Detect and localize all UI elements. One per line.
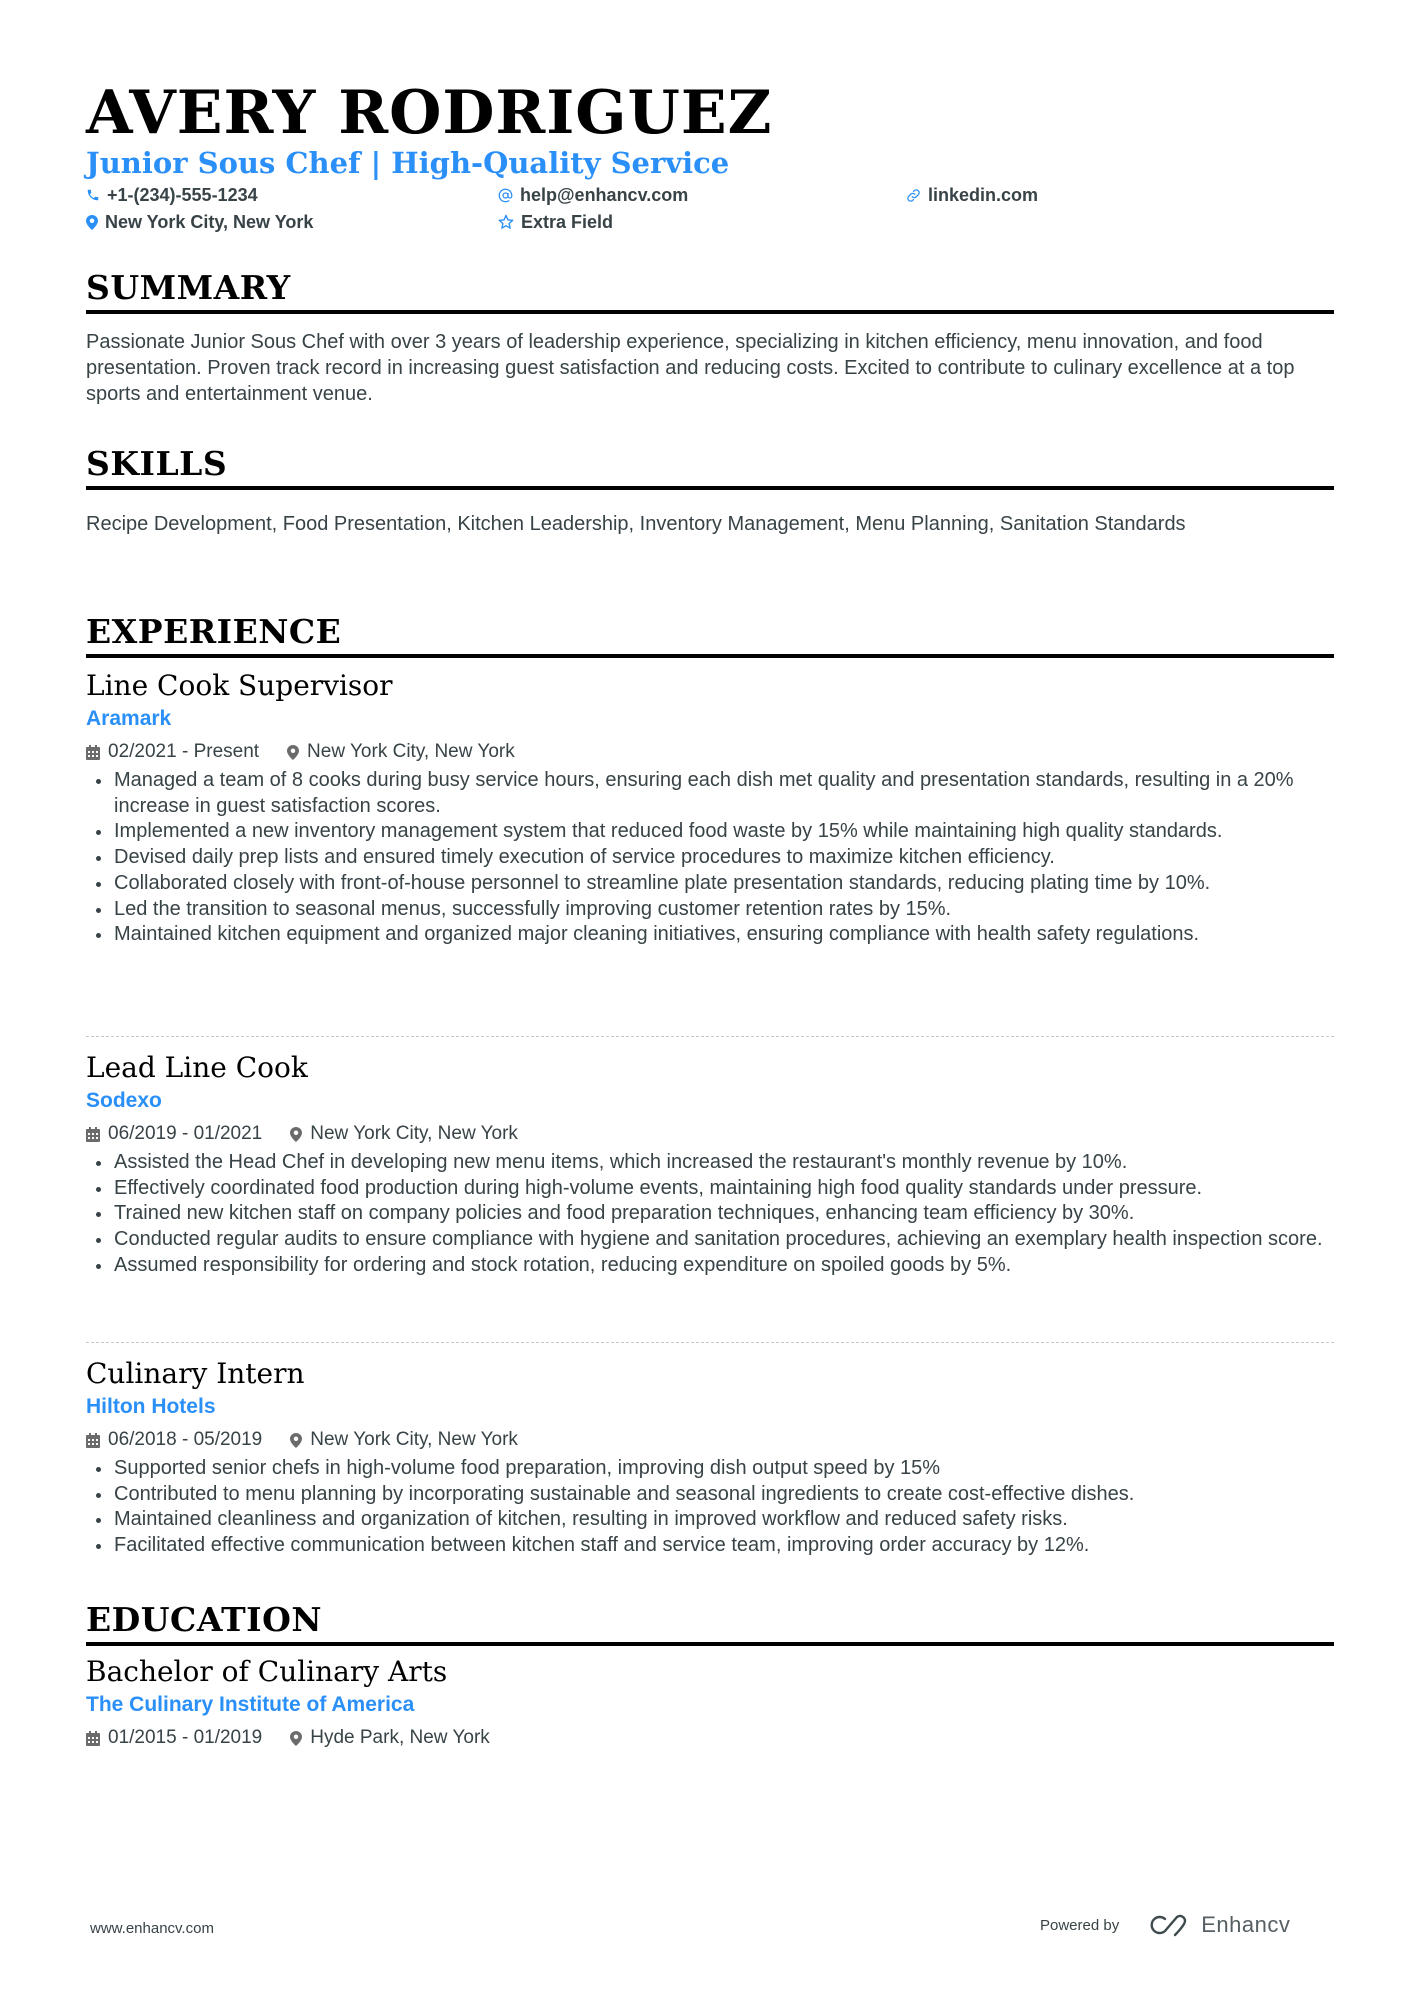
experience-entry <box>86 1050 1334 1279</box>
bullet-item: Contributed to menu planning by incorporating sustainable and seasonal ingredients to create cost-effective dishes. <box>86 1482 1334 1508</box>
role-location: New York City, New York <box>310 1123 518 1144</box>
bullet-item: Led the transition to seasonal menus, successfully improving customer retention rates by 15%. <box>86 897 1334 923</box>
bullet-item: Trained new kitchen staff on company policies and food preparation techniques, enhancing team efficiency by 30%. <box>86 1201 1334 1227</box>
education-section-header <box>86 1600 1334 1646</box>
location-pin-icon <box>290 1433 302 1448</box>
footer-powered-by[interactable] <box>1040 1912 1290 1938</box>
role-meta <box>86 1122 1334 1146</box>
role-location: New York City, New York <box>310 1429 518 1450</box>
at-sign-icon <box>498 188 513 203</box>
company-name: Aramark <box>86 707 172 730</box>
location-pin-icon <box>86 215 98 230</box>
contact-location <box>86 211 313 233</box>
calendar-icon <box>86 1731 100 1746</box>
contact-extra <box>498 211 613 233</box>
section-divider <box>86 486 1334 490</box>
section-divider <box>86 310 1334 314</box>
bullet-item: Supported senior chefs in high-volume food preparation, improving dish output speed by 15% <box>86 1456 1334 1482</box>
bullet-item: Maintained kitchen equipment and organized major cleaning initiatives, ensuring compliance with health safety regulations. <box>86 922 1334 948</box>
company-name: Sodexo <box>86 1089 162 1112</box>
bullet-item: Effectively coordinated food production during high-volume events, maintaining high food quality standards under pressure. <box>86 1176 1334 1202</box>
summary-section-header <box>86 268 1334 314</box>
enhancv-logo-icon <box>1145 1913 1191 1937</box>
bullet-item: Implemented a new inventory management system that reduced food waste by 15% while maintaining high quality standards. <box>86 819 1334 845</box>
phone-text: +1-(234)-555-1234 <box>107 185 258 205</box>
role-bullets <box>86 1150 1334 1279</box>
bullet-item: Assumed responsibility for ordering and stock rotation, reducing expenditure on spoiled goods by 5%. <box>86 1253 1334 1279</box>
contact-linkedin[interactable] <box>906 184 1038 206</box>
bullet-item: Maintained cleanliness and organization of kitchen, resulting in improved workflow and reduced safety risks. <box>86 1507 1334 1533</box>
section-title-summary: SUMMARY <box>86 268 291 307</box>
role-title: Culinary Intern <box>86 1357 305 1390</box>
role-title: Lead Line Cook <box>86 1051 308 1084</box>
experience-entry <box>86 668 1334 948</box>
email-link[interactable]: help@enhancv.com <box>520 185 689 205</box>
skills-text: Recipe Development, Food Presentation, Kitchen Leadership, Inventory Management, Menu Planning, Sanitation Standards <box>86 513 1186 535</box>
education-dates: 01/2015 - 01/2019 <box>108 1727 263 1748</box>
extra-field-text: Extra Field <box>521 212 614 232</box>
experience-section-header <box>86 612 1334 658</box>
role-bullets <box>86 1456 1334 1559</box>
calendar-icon <box>86 745 100 760</box>
section-title-experience: EXPERIENCE <box>86 612 342 651</box>
candidate-title: Junior Sous Chef | High-Quality Service <box>86 146 730 180</box>
footer-website-link[interactable]: www.enhancv.com <box>90 1920 214 1937</box>
school-name: The Culinary Institute of America <box>86 1693 415 1716</box>
phone-icon <box>86 188 100 202</box>
experience-entry <box>86 1356 1334 1559</box>
link-icon <box>906 188 921 203</box>
bullet-item: Collaborated closely with front-of-house personnel to streamline plate presentation standards, reducing plating time by 10%. <box>86 871 1334 897</box>
powered-by-label: Powered by <box>1040 1916 1120 1934</box>
location-text: New York City, New York <box>105 212 314 232</box>
education-entry <box>86 1654 1334 1750</box>
section-divider <box>86 654 1334 658</box>
role-dates: 02/2021 - Present <box>108 741 260 762</box>
star-icon <box>498 214 514 230</box>
role-bullets <box>86 768 1334 948</box>
linkedin-link[interactable]: linkedin.com <box>928 185 1039 205</box>
role-title: Line Cook Supervisor <box>86 669 393 702</box>
bullet-item: Managed a team of 8 cooks during busy service hours, ensuring each dish met quality and presentation standards, resulting in a 20% increase in guest satisfaction scores. <box>86 768 1334 819</box>
role-meta <box>86 740 1334 764</box>
role-meta <box>86 1428 1334 1452</box>
contact-email[interactable] <box>498 184 688 206</box>
role-location: New York City, New York <box>307 741 515 762</box>
education-location: Hyde Park, New York <box>310 1727 490 1748</box>
bullet-item: Devised daily prep lists and ensured timely execution of service procedures to maximize kitchen efficiency. <box>86 845 1334 871</box>
location-pin-icon <box>290 1731 302 1746</box>
entry-divider <box>86 1342 1334 1343</box>
company-name: Hilton Hotels <box>86 1395 216 1418</box>
candidate-name: AVERY RODRIGUEZ <box>86 78 773 148</box>
section-divider <box>86 1642 1334 1646</box>
degree-title: Bachelor of Culinary Arts <box>86 1655 448 1688</box>
skills-section-header <box>86 444 1334 490</box>
section-title-education: EDUCATION <box>86 1600 323 1639</box>
enhancv-brand-text: Enhancv <box>1201 1912 1291 1937</box>
bullet-item: Facilitated effective communication between kitchen staff and service team, improving order accuracy by 12%. <box>86 1533 1334 1559</box>
bullet-item: Conducted regular audits to ensure compliance with hygiene and sanitation procedures, achieving an exemplary health inspection score. <box>86 1227 1334 1253</box>
role-dates: 06/2018 - 05/2019 <box>108 1429 263 1450</box>
role-dates: 06/2019 - 01/2021 <box>108 1123 263 1144</box>
entry-divider <box>86 1036 1334 1037</box>
section-title-skills: SKILLS <box>86 444 228 483</box>
contact-phone <box>86 184 258 206</box>
calendar-icon <box>86 1433 100 1448</box>
location-pin-icon <box>287 745 299 760</box>
bullet-item: Assisted the Head Chef in developing new menu items, which increased the restaurant's monthly revenue by 10%. <box>86 1150 1334 1176</box>
education-meta <box>86 1726 1334 1750</box>
location-pin-icon <box>290 1127 302 1142</box>
calendar-icon <box>86 1127 100 1142</box>
summary-text: Passionate Junior Sous Chef with over 3 years of leadership experience, specializing in kitchen efficiency, menu innovation, and food presentation. Proven track record in increasing guest satisfaction and reducing costs. Excited to contribute to culinary excellence at a top sports and entertainment venue. <box>86 331 1295 405</box>
